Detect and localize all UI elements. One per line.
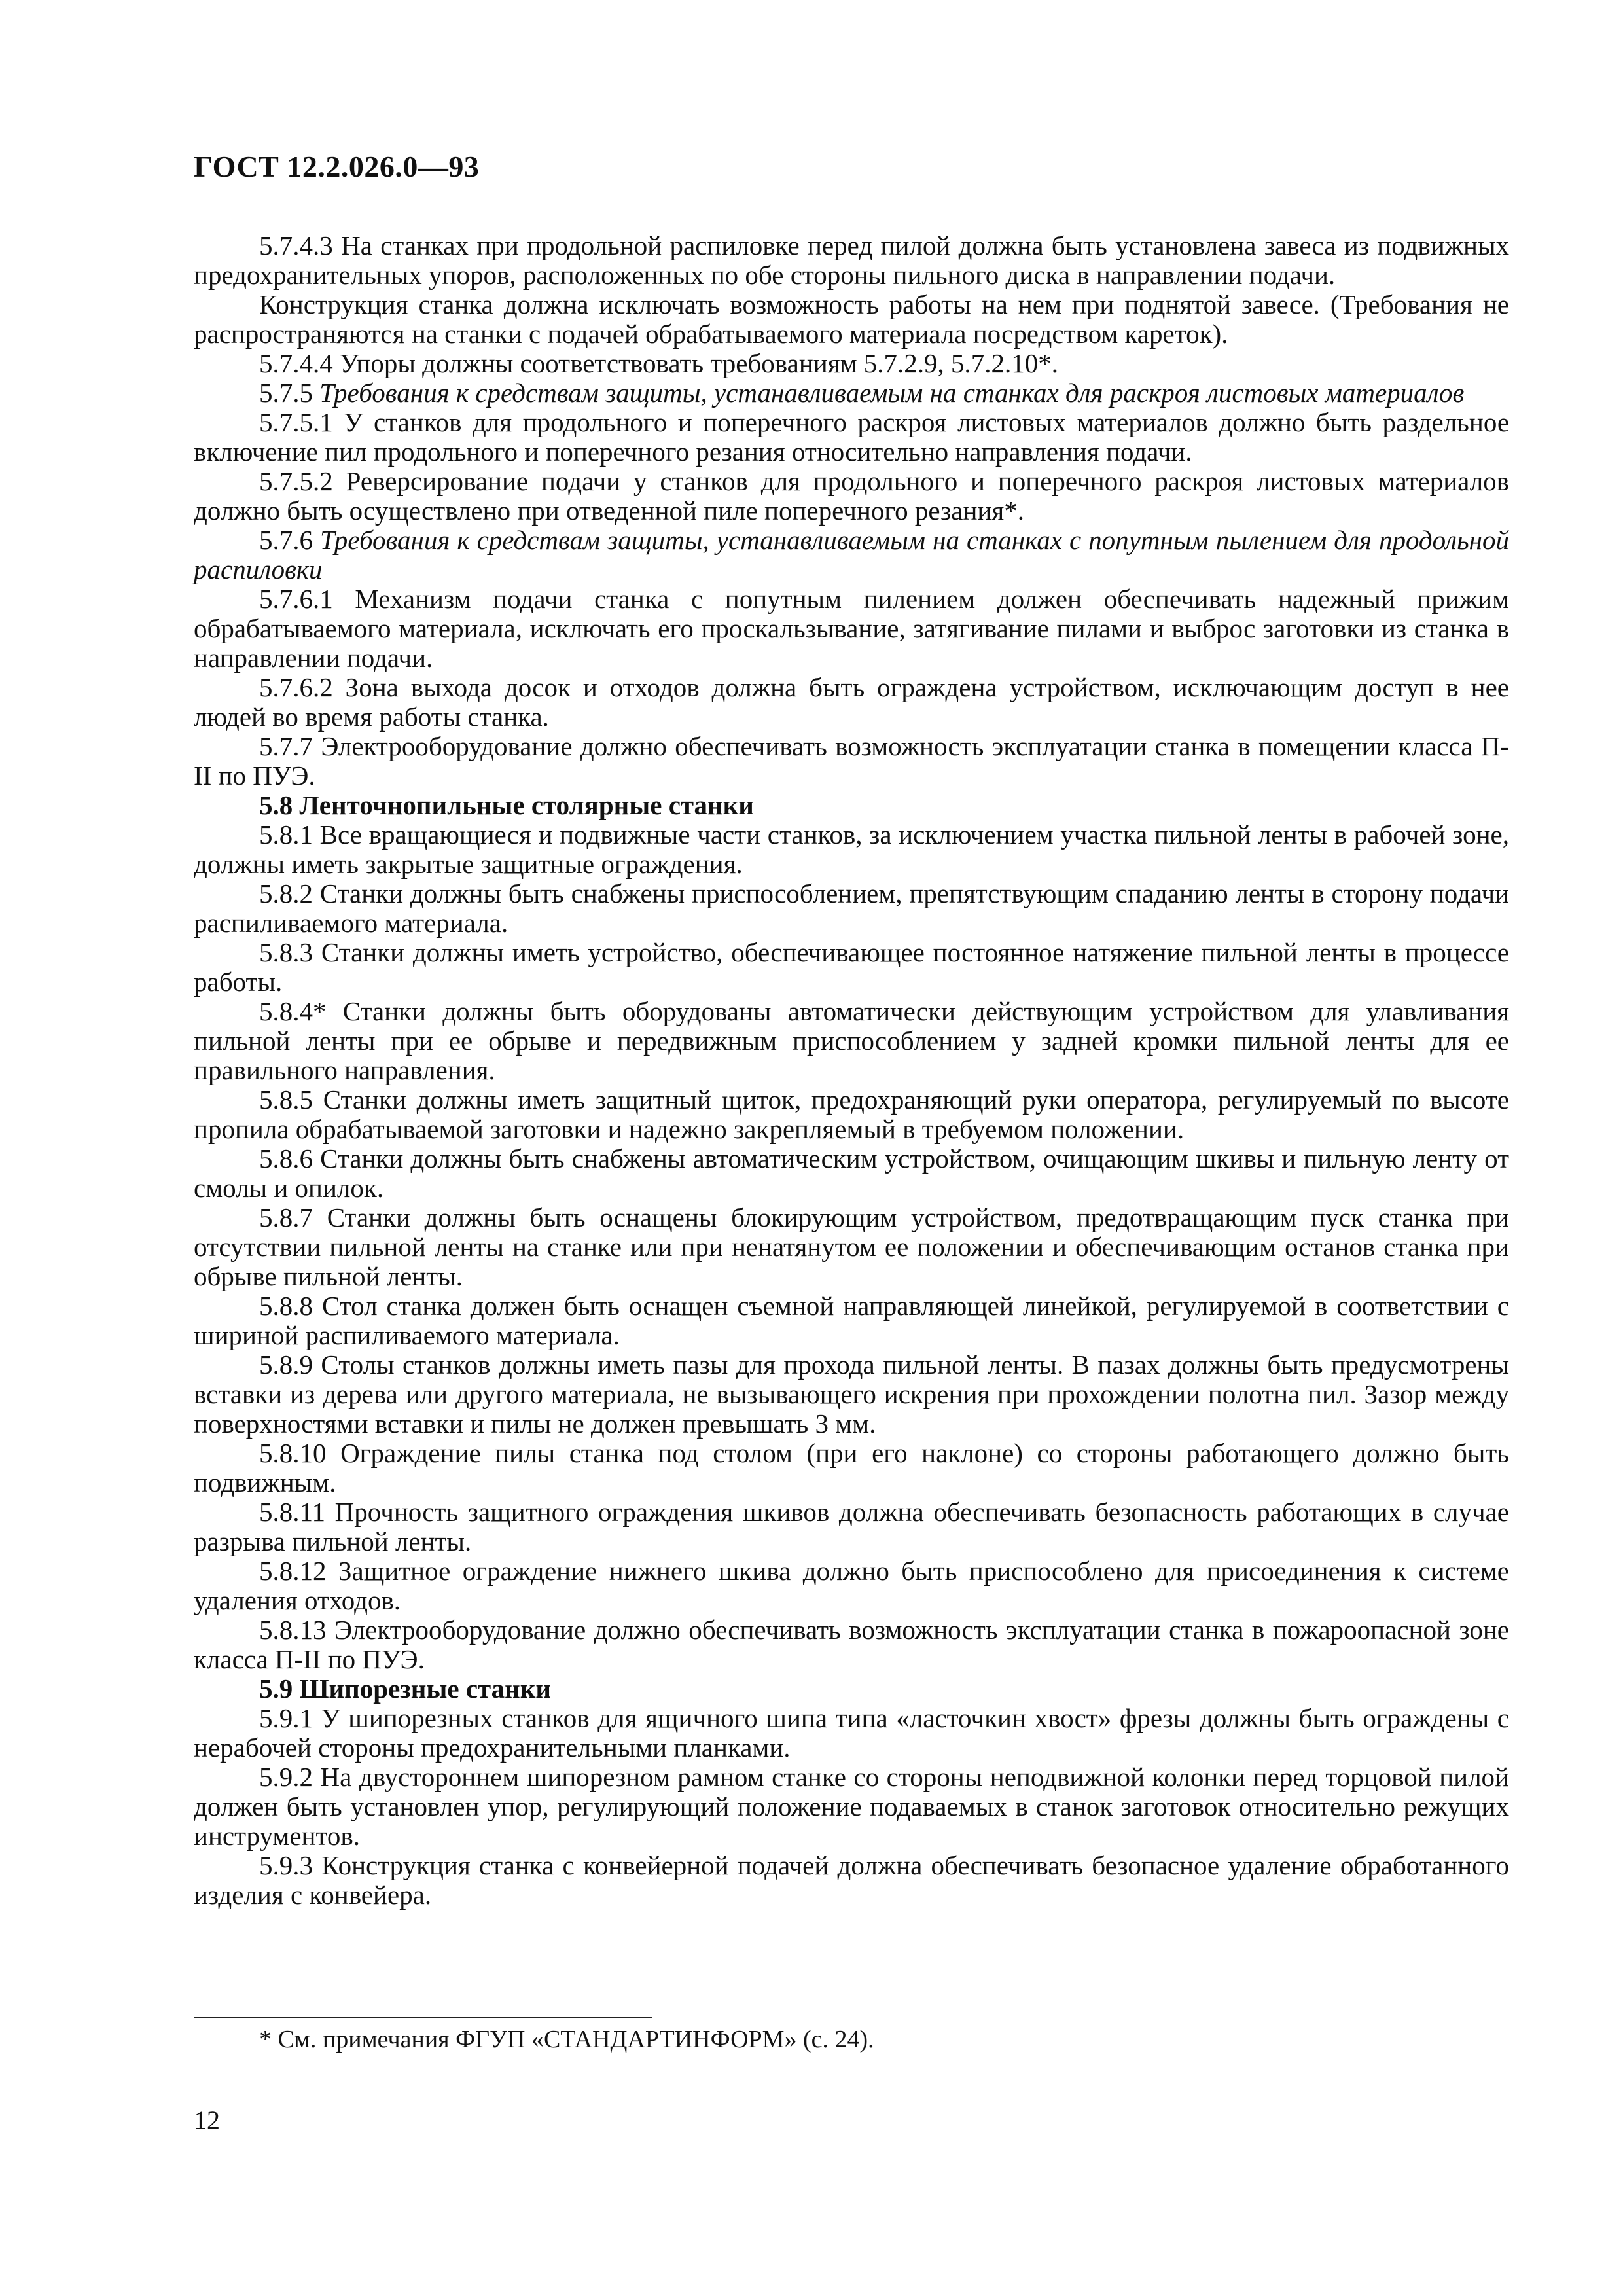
clause-number: 5.9.1 [259, 1703, 313, 1733]
clause-text: У шипорезных станков для ящичного шипа типа «ласточкин хвост» фрезы должны быть ограждены с нерабочей стороны предохранительными планками. [194, 1703, 1509, 1763]
clause-text: Ограждение пилы станка под столом (при его наклоне) со стороны работающего должно быть подвижным. [194, 1438, 1509, 1498]
section-5-8-heading [194, 791, 1509, 820]
clause-number: 5.8.6 [259, 1143, 313, 1174]
footnote-divider [194, 2017, 652, 2018]
clause-5-7-5-1 [194, 408, 1509, 467]
clause-number: 5.8.4* [259, 996, 327, 1026]
clause-number: 5.7.5.2 [259, 466, 333, 496]
clause-number: 5.9.3 [259, 1850, 313, 1880]
clause-number: 5.7.5 [259, 378, 313, 408]
footnote: * См. примечания ФГУП «СТАНДАРТИНФОРМ» (с. 24). [259, 2026, 874, 2053]
clause-number: 5.8.2 [259, 878, 313, 908]
clause-5-7-4-3 [194, 231, 1509, 290]
clause-5-8-9 [194, 1350, 1509, 1439]
clause-5-7-6-1 [194, 584, 1509, 673]
clause-text: Прочность защитного ограждения шкивов должна обеспечивать безопасность работающих в случае разрыва пильной ленты. [194, 1497, 1509, 1556]
clause-5-8-5 [194, 1085, 1509, 1144]
body-text [194, 231, 1509, 1910]
clause-number: 5.8.13 [259, 1615, 327, 1645]
clause-number: 5.7.4.4 [259, 348, 333, 378]
clause-number: 5.7.6.2 [259, 672, 333, 702]
clause-number: 5.8.12 [259, 1556, 327, 1586]
clause-text: Все вращающиеся и подвижные части станков, за исключением участка пильной ленты в рабочей зоне, должны иметь закрытые защитные ограждения. [194, 819, 1510, 879]
clause-5-7-4-3-continued [194, 290, 1509, 349]
clause-number: 5.7.7 [259, 731, 313, 761]
section-title: Шипорезные станки [299, 1674, 552, 1704]
clause-text: Упоры должны соответствовать требованиям 5.7.2.9, 5.7.2.10*. [340, 348, 1059, 378]
clause-text: У станков для продольного и поперечного раскроя листовых материалов должно быть раздельное включение пил продольного и поперечного резания относительно направления подачи. [194, 407, 1510, 467]
clause-5-7-4-4 [194, 349, 1509, 378]
clause-number: 5.8.10 [259, 1438, 327, 1468]
clause-text: Конструкция станка должна исключать возможность работы на нем при поднятой завесе. (Требования не распространяются на станки с подачей обрабатываемого материала посредством кареток). [194, 289, 1509, 349]
section-number: 5.9 [259, 1674, 293, 1704]
clause-5-8-2 [194, 879, 1509, 938]
clause-text: Защитное ограждение нижнего шкива должно быть приспособлено для присоединения к системе удаления отходов. [194, 1556, 1510, 1615]
clause-text: Станки должны быть снабжены приспособлением, препятствующим спаданию ленты в сторону подачи распиливаемого материала. [194, 878, 1510, 938]
clause-text: Электрооборудование должно обеспечивать возможность эксплуатации станка в пожароопасной зоне класса П-II по ПУЭ. [194, 1615, 1510, 1674]
page-number: 12 [194, 2106, 220, 2135]
clause-5-8-6 [194, 1144, 1509, 1203]
standard-code-header: ГОСТ 12.2.026.0—93 [194, 150, 480, 183]
clause-5-8-10 [194, 1439, 1509, 1498]
clause-number: 5.8.3 [259, 937, 313, 967]
clause-5-8-12 [194, 1556, 1509, 1615]
clause-text: Конструкция станка с конвейерной подачей должна обеспечивать безопасное удаление обработанного изделия с конвейера. [194, 1850, 1509, 1910]
clause-text: Станки должны быть оснащены блокирующим устройством, предотвращающим пуск станка при отсутствии пильной ленты на станке или при ненатянутом ее положении и обеспечивающим останов станка при обрыве пильной ленты. [194, 1202, 1510, 1291]
clause-text: Стол станка должен быть оснащен съемной направляющей линейкой, регулируемой в соответствии с шириной распиливаемого материала. [194, 1291, 1510, 1350]
clause-number: 5.7.6 [259, 525, 313, 555]
section-number: 5.8 [259, 790, 293, 820]
clause-5-8-13 [194, 1615, 1509, 1674]
clause-5-8-7 [194, 1203, 1509, 1291]
clause-5-9-2 [194, 1763, 1509, 1851]
clause-5-7-5-2 [194, 467, 1509, 526]
clause-text: На станках при продольной распиловке перед пилой должна быть установлена завеса из подвижных предохранительных упоров, расположенных по обе стороны пильного диска в направлении подачи. [194, 230, 1509, 290]
clause-text: Столы станков должны иметь пазы для прохода пильной ленты. В пазах должны быть предусмотрены вставки из дерева или другого материала, не вызывающего искрения при прохождении полотна пил. Зазор между поверхностями вставки и пилы не должен превышать 3 мм. [194, 1350, 1509, 1439]
clause-number: 5.8.1 [259, 819, 313, 850]
clause-5-9-1 [194, 1704, 1509, 1763]
clause-5-8-1 [194, 820, 1509, 879]
clause-text: Электрооборудование должно обеспечивать возможность эксплуатации станка в помещении класса П-II по ПУЭ. [194, 731, 1509, 791]
clause-text: Реверсирование подачи у станков для продольного и поперечного раскроя листовых материалов должно быть осуществлено при отведенной пиле поперечного резания*. [194, 466, 1510, 526]
clause-5-8-11 [194, 1498, 1509, 1556]
clause-text: На двустороннем шипорезном рамном станке со стороны неподвижной колонки перед торцовой пилой должен быть установлен упор, регулирующий положение подаваемых в станок заготовок относительно режущих инструментов. [194, 1762, 1509, 1851]
clause-5-7-6-heading [194, 526, 1509, 584]
clause-number: 5.8.9 [259, 1350, 313, 1380]
clause-5-7-7 [194, 732, 1509, 791]
clause-5-8-4 [194, 997, 1509, 1085]
clause-number: 5.7.4.3 [259, 230, 333, 260]
clause-text: Станки должны иметь защитный щиток, предохраняющий руки оператора, регулируемый по высоте пропила обрабатываемой заготовки и надежно закрепляемый в требуемом положении. [194, 1085, 1510, 1144]
clause-number: 5.8.11 [259, 1497, 325, 1527]
clause-text: Станки должны иметь устройство, обеспечивающее постоянное натяжение пильной ленты в процессе работы. [194, 937, 1510, 997]
clause-number: 5.7.5.1 [259, 407, 333, 437]
clause-5-9-3 [194, 1851, 1509, 1910]
clause-number: 5.8.8 [259, 1291, 313, 1321]
clause-5-7-5-heading [194, 378, 1509, 408]
clause-number: 5.9.2 [259, 1762, 313, 1792]
clause-text: Механизм подачи станка с попутным пилением должен обеспечивать надежный прижим обрабатываемого материала, исключать его проскальзывание, затягивание пилами и выброс заготовки из станка в направлении подачи. [194, 584, 1510, 673]
clause-text: Станки должны быть оборудованы автоматически действующим устройством для улавливания пильной ленты при ее обрыве и передвижным приспособлением у задней кромки пильной ленты для ее правильного направления. [194, 996, 1510, 1085]
clause-heading-italic: Требования к средствам защиты, устанавливаемым на станках с попутным пылением для продольной распиловки [194, 525, 1509, 584]
clause-5-8-8 [194, 1291, 1509, 1350]
clause-text: Станки должны быть снабжены автоматическим устройством, очищающим шкивы и пильную ленту от смолы и опилок. [194, 1143, 1509, 1203]
clause-text: Зона выхода досок и отходов должна быть ограждена устройством, исключающим доступ в нее людей во время работы станка. [194, 672, 1509, 732]
clause-5-8-3 [194, 938, 1509, 997]
clause-number: 5.8.5 [259, 1085, 313, 1115]
clause-number: 5.7.6.1 [259, 584, 333, 614]
clause-5-7-6-2 [194, 673, 1509, 732]
section-5-9-heading [194, 1674, 1509, 1704]
clause-number: 5.8.7 [259, 1202, 313, 1232]
section-title: Ленточнопильные столярные станки [299, 790, 754, 820]
clause-heading-italic: Требования к средствам защиты, устанавливаемым на станках для раскроя листовых материалов [319, 378, 1465, 408]
